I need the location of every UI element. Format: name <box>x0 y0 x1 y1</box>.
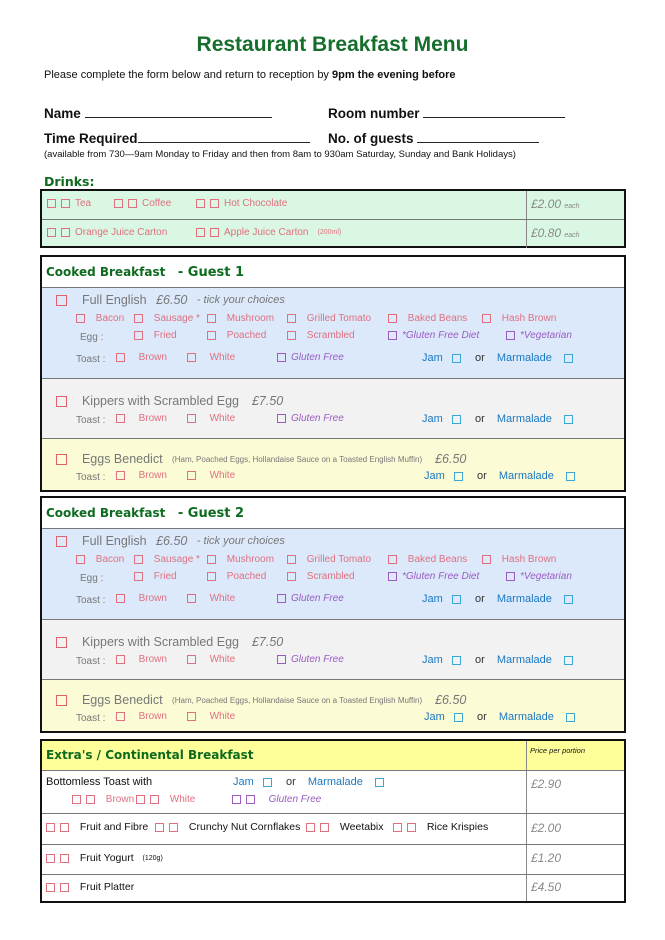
toast-brown-option[interactable]: Brown <box>116 654 167 665</box>
extras-brown-option[interactable]: Brown <box>72 794 134 805</box>
platter-row <box>42 875 624 901</box>
sausage-option[interactable]: Sausage * <box>134 554 200 565</box>
cereals-row <box>42 814 624 844</box>
extras-white-option[interactable]: White <box>136 794 195 805</box>
guest-1-benedict <box>42 439 624 490</box>
orange-juice-option[interactable]: Orange Juice Carton <box>47 227 167 238</box>
toast-price: £2.90 <box>526 771 624 813</box>
price-header: Price per portion <box>526 741 624 770</box>
drinks-price-2: £0.80 each <box>526 220 624 248</box>
gluten-free-diet-option[interactable]: *Gluten Free Diet <box>388 330 479 341</box>
name-field[interactable]: Name <box>44 105 272 121</box>
mushroom-option[interactable]: Mushroom <box>207 313 274 324</box>
fruit-fibre-option[interactable]: Fruit and Fibre <box>46 821 148 833</box>
toast-gluten-free-option[interactable]: Gluten Free <box>277 593 344 604</box>
intro-text: Please complete the form below and return to reception by 9pm the evening before <box>44 69 456 81</box>
poached-option[interactable]: Poached <box>207 330 266 341</box>
guest-1-full-english <box>42 288 624 378</box>
cereals-price: £2.00 <box>526 814 624 844</box>
yogurt-price: £1.20 <box>526 845 624 874</box>
guest-1-header: Cooked Breakfast - Guest 1 <box>46 265 245 280</box>
fruit-yogurt-option[interactable]: Fruit Yogurt (120g) <box>46 852 163 864</box>
jam-option[interactable]: Jam or Marmalade <box>424 711 577 723</box>
platter-price: £4.50 <box>526 875 624 901</box>
yogurt-row <box>42 845 624 874</box>
toast-white-option[interactable]: White <box>187 352 235 363</box>
fried-option[interactable]: Fried <box>134 330 177 341</box>
grilled-tomato-option[interactable]: Grilled Tomato <box>287 313 371 324</box>
eggs-benedict-option[interactable]: Eggs Benedict (Ham, Poached Eggs, Hollandaise Sauce on a Toasted English Muffin) £6.50 <box>56 452 466 466</box>
guest-2-section <box>40 496 626 733</box>
guest-2-header: Cooked Breakfast - Guest 2 <box>46 506 245 521</box>
fruit-platter-option[interactable]: Fruit Platter <box>46 881 134 893</box>
baked-beans-option[interactable]: Baked Beans <box>388 313 467 324</box>
extras-title: Extra's / Continental Breakfast <box>46 748 254 762</box>
toast-white-option[interactable]: White <box>187 711 235 722</box>
jam-option[interactable]: Jam or Marmalade <box>424 470 577 482</box>
toast-brown-option[interactable]: Brown <box>116 470 167 481</box>
gluten-free-diet-option[interactable]: *Gluten Free Diet <box>388 571 479 582</box>
bottomless-toast-row <box>42 771 624 813</box>
kippers-option[interactable]: Kippers with Scrambled Egg £7.50 <box>56 394 283 408</box>
guest-1-kippers <box>42 379 624 438</box>
bacon-option[interactable]: Bacon <box>76 313 124 324</box>
toast-gluten-free-option[interactable]: Gluten Free <box>277 352 344 363</box>
scrambled-option[interactable]: Scrambled <box>287 571 355 582</box>
baked-beans-option[interactable]: Baked Beans <box>388 554 467 565</box>
toast-label: Toast : <box>76 656 106 667</box>
crunchy-nut-option[interactable]: Crunchy Nut Cornflakes <box>155 821 300 833</box>
full-english-option[interactable]: Full English £6.50 - tick your choices <box>56 534 285 548</box>
page-title: Restaurant Breakfast Menu <box>196 33 469 56</box>
tea-option[interactable]: Tea <box>47 198 91 209</box>
hot-chocolate-option[interactable]: Hot Chocolate <box>196 198 287 209</box>
toast-white-option[interactable]: White <box>187 470 235 481</box>
drinks-price-1: £2.00 each <box>526 191 624 219</box>
guests-field[interactable]: No. of guests <box>328 130 539 146</box>
eggs-benedict-option[interactable]: Eggs Benedict (Ham, Poached Eggs, Hollandaise Sauce on a Toasted English Muffin) £6.50 <box>56 693 466 707</box>
extras-jam-option[interactable]: Jam or Marmalade <box>233 776 386 788</box>
guest-1-section <box>40 255 626 492</box>
guest-2-kippers <box>42 620 624 679</box>
scrambled-option[interactable]: Scrambled <box>287 330 355 341</box>
kippers-option[interactable]: Kippers with Scrambled Egg £7.50 <box>56 635 283 649</box>
drinks-header: Drinks: <box>44 174 95 189</box>
fried-option[interactable]: Fried <box>134 571 177 582</box>
toast-label: Toast : <box>76 713 106 724</box>
toast-white-option[interactable]: White <box>187 593 235 604</box>
coffee-option[interactable]: Coffee <box>114 198 171 209</box>
poached-option[interactable]: Poached <box>207 571 266 582</box>
extras-header <box>42 741 624 770</box>
toast-brown-option[interactable]: Brown <box>116 711 167 722</box>
toast-label: Toast : <box>76 595 106 606</box>
jam-option[interactable]: Jam or Marmalade <box>422 352 575 364</box>
full-english-option[interactable]: Full English £6.50 - tick your choices <box>56 293 285 307</box>
time-field[interactable]: Time Required <box>44 130 310 146</box>
drinks-table <box>40 189 626 248</box>
jam-option[interactable]: Jam or Marmalade <box>422 654 575 666</box>
toast-label: Toast : <box>76 472 106 483</box>
toast-white-option[interactable]: White <box>187 413 235 424</box>
sausage-option[interactable]: Sausage * <box>134 313 200 324</box>
hash-brown-option[interactable]: Hash Brown <box>482 313 556 324</box>
hash-brown-option[interactable]: Hash Brown <box>482 554 556 565</box>
egg-label: Egg : <box>80 332 104 343</box>
guest-2-benedict <box>42 680 624 731</box>
vegetarian-option[interactable]: *Vegetarian <box>506 330 572 341</box>
toast-white-option[interactable]: White <box>187 654 235 665</box>
jam-option[interactable]: Jam or Marmalade <box>422 413 575 425</box>
toast-brown-option[interactable]: Brown <box>116 413 167 424</box>
rice-krispies-option[interactable]: Rice Krispies <box>393 821 488 833</box>
extras-gluten-free-option[interactable]: Gluten Free <box>232 794 321 805</box>
apple-juice-option[interactable]: Apple Juice Carton (200ml) <box>196 227 341 238</box>
room-field[interactable]: Room number <box>328 105 565 121</box>
bacon-option[interactable]: Bacon <box>76 554 124 565</box>
mushroom-option[interactable]: Mushroom <box>207 554 274 565</box>
toast-brown-option[interactable]: Brown <box>116 593 167 604</box>
bottomless-toast-label: Bottomless Toast with <box>46 776 153 788</box>
grilled-tomato-option[interactable]: Grilled Tomato <box>287 554 371 565</box>
extras-section <box>40 739 626 903</box>
drinks-row-1 <box>42 191 624 219</box>
egg-label: Egg : <box>80 573 104 584</box>
drinks-row-2 <box>42 220 624 248</box>
availability-note: (available from 730—9am Monday to Friday and then from 8am to 930am Saturday, Sunday and Bank Holidays) <box>44 149 516 160</box>
toast-gluten-free-option[interactable]: Gluten Free <box>277 654 344 665</box>
toast-gluten-free-option[interactable]: Gluten Free <box>277 413 344 424</box>
vegetarian-option[interactable]: *Vegetarian <box>506 571 572 582</box>
jam-option[interactable]: Jam or Marmalade <box>422 593 575 605</box>
weetabix-option[interactable]: Weetabix <box>306 821 384 833</box>
toast-label: Toast : <box>76 354 106 365</box>
toast-brown-option[interactable]: Brown <box>116 352 167 363</box>
toast-label: Toast : <box>76 415 106 426</box>
guest-2-full-english <box>42 529 624 619</box>
